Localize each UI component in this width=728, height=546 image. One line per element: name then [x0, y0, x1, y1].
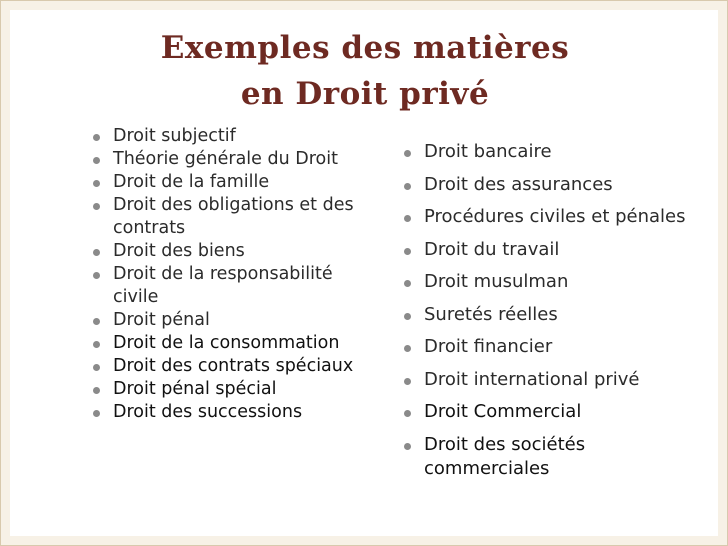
list-item-label: Droit bancaire	[424, 141, 552, 162]
bullet-icon	[93, 341, 100, 348]
list-item-label: Droit du travail	[424, 238, 560, 260]
list-item	[93, 401, 373, 424]
list-item	[93, 309, 373, 332]
list-item	[404, 335, 714, 359]
list-item-label: Droit des obligations et des contrats	[113, 195, 354, 238]
bullet-icon	[93, 157, 100, 164]
list-item	[404, 303, 714, 327]
list-item-label: Droit des sociétés commerciales	[424, 433, 586, 479]
bullet-icon	[93, 318, 100, 325]
list-item	[404, 400, 714, 424]
list-item	[93, 171, 373, 194]
list-item-label: Suretés réelles	[424, 303, 558, 325]
list-item-label: Droit de la famille	[113, 172, 270, 192]
list-item	[404, 140, 714, 164]
list-item	[93, 148, 373, 171]
list-item	[404, 205, 714, 229]
bullet-icon	[404, 443, 411, 450]
bullet-icon	[93, 180, 100, 187]
list-item-label: Théorie générale du Droit	[113, 149, 338, 169]
list-item	[404, 238, 714, 262]
list-item	[404, 368, 714, 392]
bullet-icon	[93, 134, 100, 141]
title-line-2: en Droit privé	[240, 76, 490, 112]
bullet-icon	[93, 364, 100, 371]
list-item	[93, 125, 373, 148]
bullet-icon	[404, 410, 411, 417]
list-item	[93, 332, 373, 355]
list-item	[93, 355, 373, 378]
list-item-label: Droit Commercial	[424, 401, 582, 422]
bullet-icon	[93, 249, 100, 256]
list-item	[93, 194, 373, 240]
bullet-icon	[93, 387, 100, 394]
list-item-label: Droit des contrats spéciaux	[113, 356, 354, 376]
bullet-icon	[404, 378, 411, 385]
right-bullet-list	[404, 140, 714, 489]
bullet-icon	[404, 313, 411, 320]
list-item	[404, 270, 714, 294]
list-item-label: Droit pénal	[113, 310, 210, 330]
list-item-label: Droit pénal spécial	[113, 379, 277, 399]
left-bullet-list	[93, 125, 373, 424]
bullet-icon	[404, 248, 411, 255]
list-item	[404, 433, 714, 481]
bullet-icon	[93, 410, 100, 417]
list-item	[404, 173, 714, 197]
bullet-icon	[93, 203, 100, 210]
list-item-label: Droit musulman	[424, 271, 569, 292]
list-item	[93, 240, 373, 263]
list-item-label: Droit des biens	[113, 241, 245, 261]
bullet-icon	[404, 183, 411, 190]
list-item	[93, 263, 373, 309]
list-item-label: Droit des successions	[113, 402, 303, 422]
bullet-icon	[404, 150, 411, 157]
list-item-label: Droit financier	[424, 336, 553, 357]
slide-title	[1, 25, 728, 117]
list-item-label: Droit des assurances	[424, 173, 613, 195]
list-item-label: Droit de la consommation	[113, 333, 340, 353]
bullet-icon	[404, 345, 411, 352]
bullet-icon	[93, 272, 100, 279]
list-item	[93, 378, 373, 401]
list-item-label: Droit international privé	[424, 368, 640, 390]
title-line-1: Exemples des matières	[160, 30, 570, 66]
list-item-label: Droit de la responsabilité civile	[113, 264, 333, 307]
list-item-label: Droit subjectif	[113, 126, 236, 146]
list-item-label: Procédures civiles et pénales	[424, 206, 686, 227]
bullet-icon	[404, 280, 411, 287]
bullet-icon	[404, 215, 411, 222]
